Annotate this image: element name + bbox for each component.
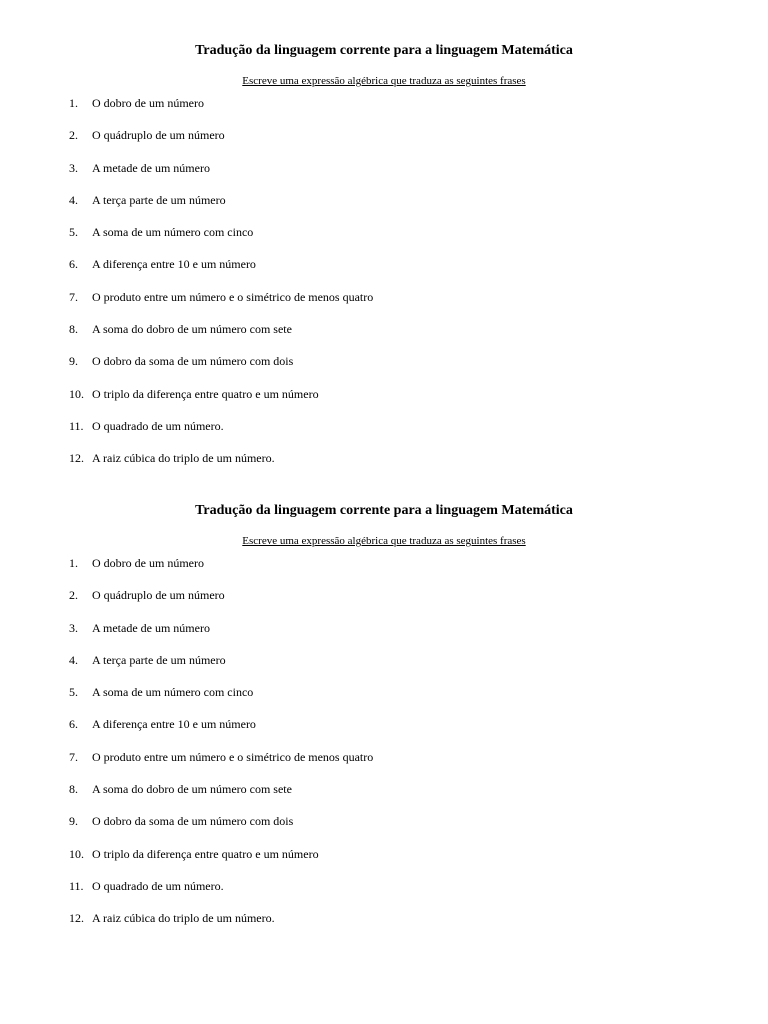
- exercise-item: [0, 781, 768, 813]
- item-text: A soma de um número com cinco: [92, 685, 254, 700]
- exercise-item: [0, 620, 768, 652]
- exercise-item: [0, 224, 768, 256]
- worksheet-title: Tradução da linguagem corrente para a linguagem Matemática: [195, 43, 573, 58]
- worksheet-instructions: Escreve uma expressão algébrica que traduza as seguintes frases: [242, 535, 526, 547]
- exercise-item: [0, 846, 768, 878]
- item-text: O triplo da diferença entre quatro e um número: [92, 386, 319, 401]
- exercise-item: [0, 555, 768, 587]
- item-number: 5.: [69, 225, 78, 240]
- item-number: 2.: [69, 588, 78, 603]
- exercise-item: [0, 587, 768, 619]
- item-text: O produto entre um número e o simétrico de menos quatro: [92, 749, 374, 764]
- item-text: O dobro de um número: [92, 556, 204, 570]
- exercise-item: [0, 289, 768, 321]
- worksheet-section-2: [0, 501, 768, 943]
- item-number: 11.: [69, 878, 84, 893]
- item-text: A soma de um número com cinco: [92, 225, 254, 240]
- item-text: O quadrado de um número.: [92, 878, 224, 893]
- item-number: 3.: [69, 620, 78, 635]
- worksheet-title: Tradução da linguagem corrente para a linguagem Matemática: [195, 503, 573, 518]
- item-text: A raiz cúbica do triplo de um número.: [92, 451, 275, 466]
- item-text: A diferença entre 10 e um número: [92, 717, 256, 732]
- item-text: A metade de um número: [92, 620, 210, 635]
- worksheet-section-1: [0, 41, 768, 483]
- item-number: 6.: [69, 717, 78, 732]
- exercise-item: [0, 910, 768, 942]
- item-number: 2.: [69, 128, 78, 143]
- exercise-item: [0, 95, 768, 127]
- item-number: 8.: [69, 782, 78, 797]
- item-text: O triplo da diferença entre quatro e um número: [92, 846, 319, 861]
- item-number: 4.: [69, 192, 78, 207]
- exercise-list: [0, 95, 768, 483]
- item-number: 12.: [69, 451, 84, 466]
- item-number: 11.: [69, 418, 84, 433]
- item-text: A soma do dobro de um número com sete: [92, 782, 292, 797]
- item-text: A diferença entre 10 e um número: [92, 257, 256, 272]
- item-text: A metade de um número: [92, 160, 210, 175]
- exercise-list: [0, 555, 768, 943]
- item-number: 9.: [69, 814, 78, 829]
- exercise-item: [0, 386, 768, 418]
- exercise-item: [0, 878, 768, 910]
- exercise-item: [0, 716, 768, 748]
- item-number: 3.: [69, 160, 78, 175]
- exercise-item: [0, 127, 768, 159]
- item-number: 10.: [69, 846, 84, 861]
- item-number: 4.: [69, 652, 78, 667]
- item-number: 8.: [69, 322, 78, 337]
- exercise-item: [0, 684, 768, 716]
- worksheet-instructions: Escreve uma expressão algébrica que traduza as seguintes frases: [242, 75, 526, 87]
- item-number: 10.: [69, 386, 84, 401]
- item-text: A terça parte de um número: [92, 652, 226, 667]
- item-number: 5.: [69, 685, 78, 700]
- item-text: O quadrado de um número.: [92, 418, 224, 433]
- exercise-item: [0, 652, 768, 684]
- item-text: O dobro de um número: [92, 96, 204, 110]
- exercise-item: [0, 813, 768, 845]
- item-text: O quádruplo de um número: [92, 588, 225, 603]
- item-text: O dobro da soma de um número com dois: [92, 814, 294, 829]
- item-text: O dobro da soma de um número com dois: [92, 354, 294, 369]
- item-number: 12.: [69, 911, 84, 926]
- item-text: O quádruplo de um número: [92, 128, 225, 143]
- item-number: 1.: [69, 96, 78, 110]
- item-text: O produto entre um número e o simétrico de menos quatro: [92, 289, 374, 304]
- item-number: 7.: [69, 749, 78, 764]
- item-text: A terça parte de um número: [92, 192, 226, 207]
- item-number: 1.: [69, 556, 78, 570]
- item-number: 9.: [69, 354, 78, 369]
- item-number: 6.: [69, 257, 78, 272]
- item-number: 7.: [69, 289, 78, 304]
- exercise-item: [0, 192, 768, 224]
- exercise-item: [0, 321, 768, 353]
- exercise-item: [0, 450, 768, 482]
- exercise-item: [0, 418, 768, 450]
- exercise-item: [0, 749, 768, 781]
- exercise-item: [0, 353, 768, 385]
- item-text: A soma do dobro de um número com sete: [92, 322, 292, 337]
- exercise-item: [0, 160, 768, 192]
- exercise-item: [0, 256, 768, 288]
- item-text: A raiz cúbica do triplo de um número.: [92, 911, 275, 926]
